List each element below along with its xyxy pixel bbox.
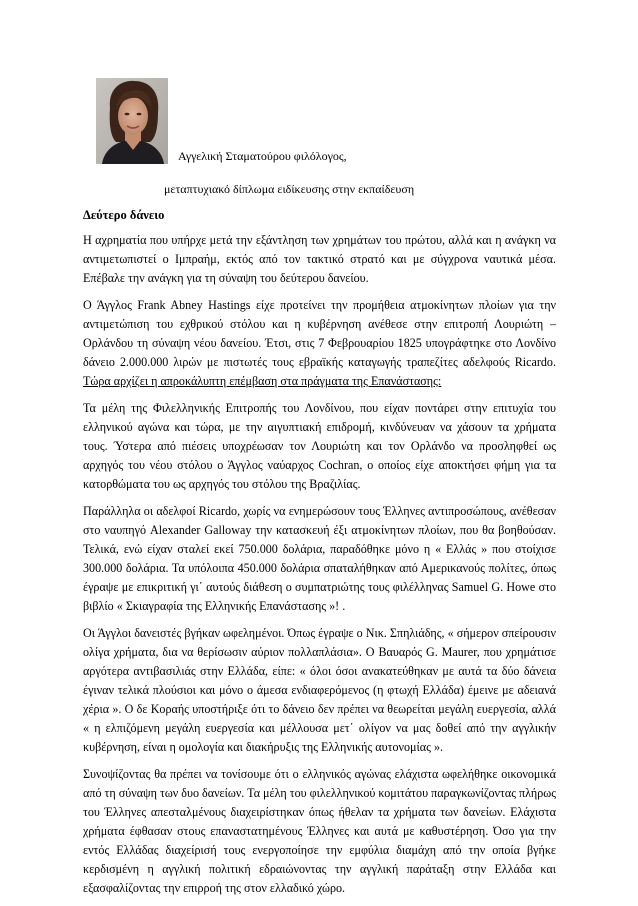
- paragraph-text: Η αχρηματία που υπήρχε μετά την εξάντληση των χρημάτων του πρώτου, αλλά και η ανάγκη να αντιμετωπιστεί ο Ιμπραήμ, εκτός από τον τακτικό στρατό και με σύγχρονα ναυτικά μέσα. Επέβαλε την ανάγκη για τη σύναψη του δεύτερου δανείου.: [83, 233, 556, 285]
- paragraph-text: Οι Άγγλοι δανειστές βγήκαν ωφελημένοι. Όπως έγραψε ο Νικ. Σπηλιάδης, « σήμερον σπείρουσιν ολίγα χρήματα, δια να θερίσωσιν αύριον πολλαπλάσια». Ο Βαυαρός G. Maurer, που χρημάτισε αργότερα αντιβασιλιάς στην Ελλάδα, είπε: « όλοι όσοι ανακατεύθηκαν με αυτά τα δύο δάνεια έγιναν τελικά πλούσιοι και μόνο ο άμεσα ενδιαφερόμενος (η φτωχή Ελλάδα) έμεινε με αδειανά χέρια ». Ο δε Κοραής υποστήριξε ότι το δάνειο δεν πρέπει να θεωρείται μεγάλη ευεργεσία, αλλά « η ελπιζόμενη μεγάλη ευεργεσία και μέλλουσα μετ΄ ολίγον να μας δοθεί από την αγγλικήν κυβέρνηση, είναι η ομολογία και διακήρυξις της Ελληνικής αυτονομίας ».: [83, 626, 556, 754]
- body-paragraph: [83, 502, 556, 616]
- underlined-text: Τώρα αρχίζει η απροκάλυπτη επέμβαση στα πράγματα της Επανάστασης:: [83, 374, 442, 388]
- paragraph-text: Τα μέλη της Φιλελληνικής Επιτροπής του Λονδίνου, που είχαν ποντάρει στην επιτυχία του ελληνικού αγώνα και τώρα, με την αιγυπτιακή επιδρομή, κινδύνευαν να χάσουν τα χρήματα τους. Ύστερα από πιέσεις υποχρέωσαν τον Λουριώτη και τον Ορλάνδο να προσληφθεί ως αρχηγός του νέου στόλου ο Άγγλος ναύαρχος Cochran, ο οποίος είχε αποκτήσει φήμη για τα κατορθώματα του ως αρχηγός του στόλου της Βραζιλίας.: [83, 401, 556, 491]
- body-paragraph: [83, 296, 556, 391]
- author-photo: [96, 78, 168, 164]
- body-paragraph: [83, 765, 556, 898]
- document-body: [83, 231, 556, 906]
- body-paragraph: [83, 231, 556, 288]
- paragraph-text: Συνοψίζοντας θα πρέπει να τονίσουμε ότι ο ελληνικός αγώνας ελάχιστα ωφελήθηκε οικονομικά από τη σύναψη των δυο δανείων. Τα μέλη του φιλελληνικού κομιτάτου παραγκωνίζοντας πλήρως του Έλληνες απεσταλμένους διαχειρίστηκαν όπως ήθελαν τα χρήματα των δανείων. Ελάχιστα χρήματα έφθασαν στους επαναστατημένους Έλληνες και αυτά με καθυστέρηση. Όσο για την εντός Ελλάδας διαχείρισή τους ενεργοποίησε την εμφύλια διαμάχη από την οποία βγήκε κερδισμένη η αγγλική πολιτική εδραιώνοντας την αγγλική παράταξη στην Ελλάδα και εξασφαλίζοντας την επιρροή της στον ελλαδικό χώρο.: [83, 767, 556, 895]
- body-paragraph: [83, 624, 556, 757]
- body-paragraph: [83, 399, 556, 494]
- paragraph-text: Ο Άγγλος Frank Abney Hastings είχε προτείνει την προμήθεια ατμοκίνητων πλοίων για την αντιμετώπιση του εχθρικού στόλου και η κυβέρνηση ανέθεσε στην επιτροπή Λουριώτη – Ορλάνδου τη σύναψη νέου δανείου. Έτσι, στις 7 Φεβρουαρίου 1825 υπογράφτηκε στο Λονδίνο δάνειο 2.000.000 λιρών με πιστωτές τους εβραϊκής καταγωγής τραπεζίτες αδελφούς Ricardo.: [83, 298, 556, 369]
- paragraph-text: Παράλληλα οι αδελφοί Ricardo, χωρίς να ενημερώσουν τους Έλληνες αντιπροσώπους, ανέθεσαν στο ναυπηγό Alexander Galloway την κατασκευή έξι ατμοκίνητων πλοίων, που θα βοηθούσαν. Τελικά, ενώ είχαν σταλεί εκεί 750.000 δολάρια, παραδόθηκε μόνο η « Ελλάς » που στοίχισε 300.000 δολάρια. Τα υπόλοιπα 450.000 δολάρια σπαταλήθηκαν από Αμερικανούς πολίτες, όπως έγραψε με επικριτική γι΄ αυτούς διάθεση ο συμπατριώτης τους φιλέλληνας Samuel G. Howe στο βιβλίο « Σκιαγραφία της Ελληνικής Επανάστασης »! .: [83, 504, 556, 613]
- section-heading: Δεύτερο δάνειο: [83, 208, 165, 222]
- author-name: Αγγελική Σταματούρου φιλόλογος,: [178, 149, 347, 163]
- author-qualification: μεταπτυχιακό δίπλωμα ειδίκευσης στην εκπαίδευση: [164, 182, 415, 196]
